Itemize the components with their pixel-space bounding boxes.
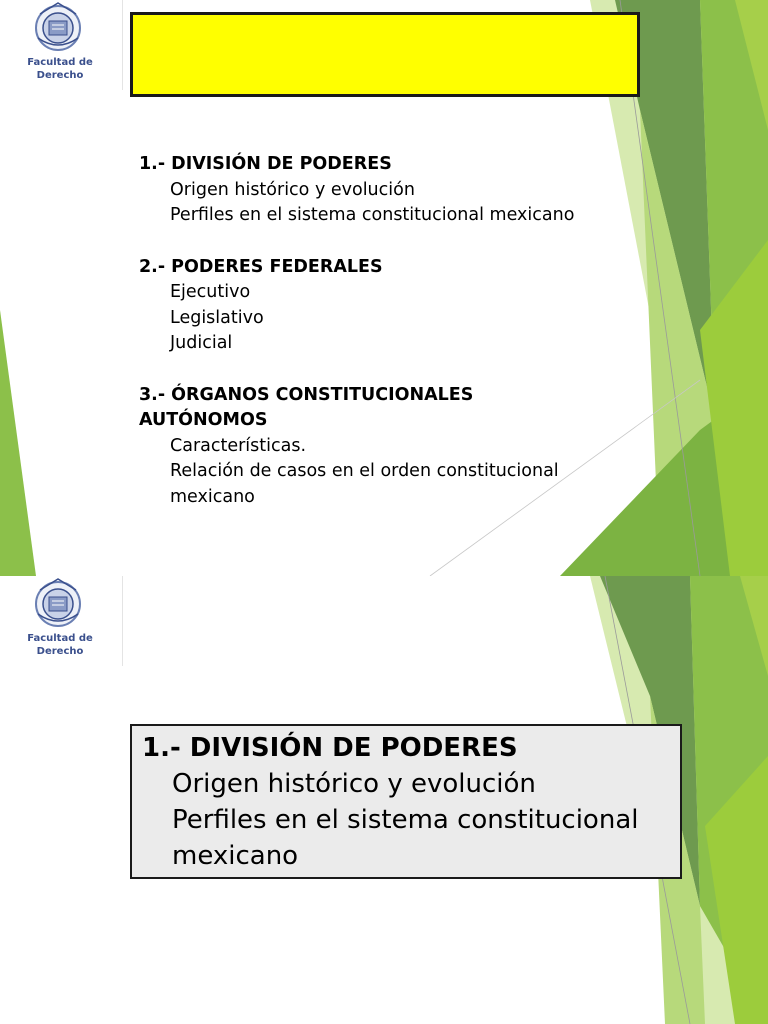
focus-item: mexicano (172, 841, 299, 871)
focus-heading: 1.- DIVISIÓN DE PODERES (142, 733, 518, 763)
logo-divider (122, 576, 123, 666)
agenda-heading-1: 1.- DIVISIÓN DE PODERES (139, 154, 392, 174)
agenda-heading-2: 2.- PODERES FEDERALES (139, 256, 383, 277)
logo-caption-line2: Derecho (36, 646, 84, 657)
focus-item: Origen histórico y evolución (172, 769, 536, 799)
agenda-item: Perfiles en el sistema constitucional mexicano (170, 205, 575, 225)
agenda-item: mexicano (170, 486, 255, 507)
faculty-logo (10, 576, 110, 666)
logo-caption-line2: Derecho (36, 70, 84, 81)
agenda-heading-3: 3.- ÓRGANOS CONSTITUCIONALES (139, 384, 474, 405)
agenda-item: Legislativo (170, 307, 264, 328)
crest-icon (10, 576, 110, 632)
agenda-item: Judicial (170, 333, 233, 353)
logo-divider (122, 0, 123, 90)
logo-caption (10, 632, 110, 658)
agenda-item: Origen histórico y evolución (170, 179, 415, 200)
agenda-item: Relación de casos en el orden constitucional (170, 461, 559, 481)
logo-caption-line1: Facultad de (27, 633, 93, 644)
faculty-logo (10, 0, 110, 90)
focus-item: Perfiles en el sistema constitucional (172, 805, 639, 835)
crest-icon (10, 0, 110, 56)
slide-section-1 (0, 576, 768, 1024)
agenda-item: Características. (170, 435, 307, 456)
section-focus-box (130, 724, 682, 879)
logo-caption (10, 56, 110, 82)
agenda-item: Ejecutivo (170, 282, 251, 302)
logo-caption-line1: Facultad de (27, 57, 93, 68)
agenda-heading-3-cont: AUTÓNOMOS (139, 410, 268, 430)
agenda-list (139, 152, 629, 510)
title-box (130, 12, 640, 97)
